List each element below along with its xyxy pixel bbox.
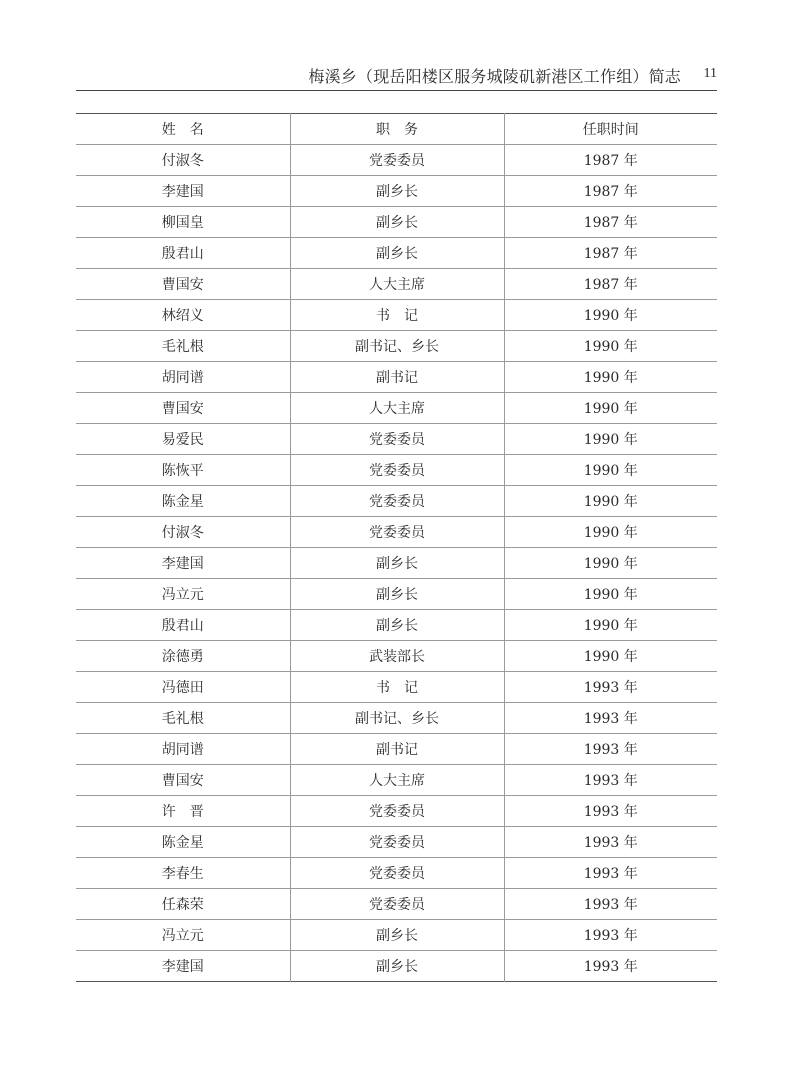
cell-position: 人大主席: [290, 765, 504, 796]
cell-name: 殷君山: [76, 610, 290, 641]
cell-term: 1993 年: [504, 951, 717, 982]
table-row: [76, 455, 717, 486]
cell-term: 1987 年: [504, 207, 717, 238]
cell-term: 1993 年: [504, 672, 717, 703]
cell-term: 1990 年: [504, 393, 717, 424]
cell-name: 冯立元: [76, 920, 290, 951]
cell-name: 许 晋: [76, 796, 290, 827]
cell-position: 人大主席: [290, 269, 504, 300]
cell-name: 林绍义: [76, 300, 290, 331]
cell-term: 1987 年: [504, 238, 717, 269]
cell-term: 1993 年: [504, 796, 717, 827]
table-row: [76, 672, 717, 703]
cell-position: 党委委员: [290, 858, 504, 889]
cell-term: 1990 年: [504, 517, 717, 548]
table-row: [76, 362, 717, 393]
table-row: [76, 796, 717, 827]
cell-term: 1987 年: [504, 269, 717, 300]
cell-name: 易爱民: [76, 424, 290, 455]
cell-position: 副乡长: [290, 579, 504, 610]
cell-name: 付淑冬: [76, 145, 290, 176]
cell-position: 书 记: [290, 672, 504, 703]
cell-term: 1987 年: [504, 145, 717, 176]
cell-term: 1990 年: [504, 579, 717, 610]
table-header: [76, 114, 717, 145]
cell-term: 1993 年: [504, 920, 717, 951]
cell-term: 1990 年: [504, 610, 717, 641]
cell-position: 党委委员: [290, 796, 504, 827]
cell-term: 1993 年: [504, 889, 717, 920]
cell-name: 李春生: [76, 858, 290, 889]
cell-name: 毛礼根: [76, 703, 290, 734]
table-row: [76, 548, 717, 579]
table-row: [76, 920, 717, 951]
cell-name: 柳国皇: [76, 207, 290, 238]
cell-name: 毛礼根: [76, 331, 290, 362]
officials-table-container: [76, 113, 717, 982]
cell-name: 涂德勇: [76, 641, 290, 672]
cell-position: 党委委员: [290, 486, 504, 517]
table-row: [76, 579, 717, 610]
table-row: [76, 176, 717, 207]
cell-position: 人大主席: [290, 393, 504, 424]
table-row: [76, 331, 717, 362]
table-row: [76, 300, 717, 331]
cell-name: 胡同谱: [76, 362, 290, 393]
cell-term: 1993 年: [504, 703, 717, 734]
cell-name: 陈金星: [76, 486, 290, 517]
cell-term: 1990 年: [504, 331, 717, 362]
table-row: [76, 145, 717, 176]
table-row: [76, 424, 717, 455]
cell-position: 武装部长: [290, 641, 504, 672]
cell-term: 1990 年: [504, 424, 717, 455]
cell-position: 党委委员: [290, 517, 504, 548]
cell-position: 副乡长: [290, 238, 504, 269]
cell-name: 胡同谱: [76, 734, 290, 765]
cell-position: 副乡长: [290, 207, 504, 238]
cell-term: 1990 年: [504, 486, 717, 517]
table-row: [76, 858, 717, 889]
table-row: [76, 238, 717, 269]
column-header-term: 任职时间: [504, 114, 717, 145]
cell-name: 陈恢平: [76, 455, 290, 486]
cell-name: 付淑冬: [76, 517, 290, 548]
cell-term: 1990 年: [504, 300, 717, 331]
column-header-position: 职 务: [290, 114, 504, 145]
table-row: [76, 827, 717, 858]
table-row: [76, 889, 717, 920]
cell-term: 1987 年: [504, 176, 717, 207]
table-row: [76, 951, 717, 982]
table-row: [76, 610, 717, 641]
cell-name: 曹国安: [76, 393, 290, 424]
page-number: 11: [703, 66, 717, 81]
cell-name: 任森荣: [76, 889, 290, 920]
cell-position: 副书记: [290, 362, 504, 393]
cell-name: 殷君山: [76, 238, 290, 269]
cell-term: 1993 年: [504, 734, 717, 765]
cell-name: 李建国: [76, 548, 290, 579]
cell-term: 1990 年: [504, 362, 717, 393]
officials-table: [76, 113, 717, 982]
cell-term: 1990 年: [504, 548, 717, 579]
cell-position: 副书记、乡长: [290, 703, 504, 734]
table-row: [76, 734, 717, 765]
cell-name: 冯立元: [76, 579, 290, 610]
cell-name: 曹国安: [76, 269, 290, 300]
cell-position: 副乡长: [290, 610, 504, 641]
cell-name: 曹国安: [76, 765, 290, 796]
running-header: [76, 62, 717, 91]
cell-term: 1990 年: [504, 641, 717, 672]
table-row: [76, 517, 717, 548]
book-title: 梅溪乡（现岳阳楼区服务城陵矶新港区工作组）简志: [308, 67, 681, 86]
table-row: [76, 765, 717, 796]
cell-position: 党委委员: [290, 827, 504, 858]
table-row: [76, 269, 717, 300]
cell-position: 副书记: [290, 734, 504, 765]
table-row: [76, 207, 717, 238]
cell-name: 陈金星: [76, 827, 290, 858]
cell-position: 副乡长: [290, 176, 504, 207]
cell-position: 副乡长: [290, 548, 504, 579]
cell-position: 副乡长: [290, 920, 504, 951]
cell-term: 1993 年: [504, 858, 717, 889]
cell-position: 副书记、乡长: [290, 331, 504, 362]
cell-name: 李建国: [161, 959, 204, 975]
cell-position: 副乡长: [290, 951, 504, 982]
header-row: [76, 114, 717, 145]
cell-term: 1993 年: [504, 765, 717, 796]
table-row: [76, 393, 717, 424]
cell-position: 党委委员: [290, 889, 504, 920]
cell-position: 党委委员: [290, 145, 504, 176]
cell-position: 书 记: [290, 300, 504, 331]
cell-term: 1993 年: [504, 827, 717, 858]
cell-term: 1990 年: [504, 455, 717, 486]
cell-name: 冯德田: [76, 672, 290, 703]
table-row: [76, 703, 717, 734]
table-row: [76, 641, 717, 672]
column-header-name: 姓 名: [76, 114, 290, 145]
table-row: [76, 486, 717, 517]
table-body: [76, 145, 717, 982]
cell-name: 李建国: [76, 176, 290, 207]
cell-position: 党委委员: [290, 424, 504, 455]
cell-position: 党委委员: [290, 455, 504, 486]
